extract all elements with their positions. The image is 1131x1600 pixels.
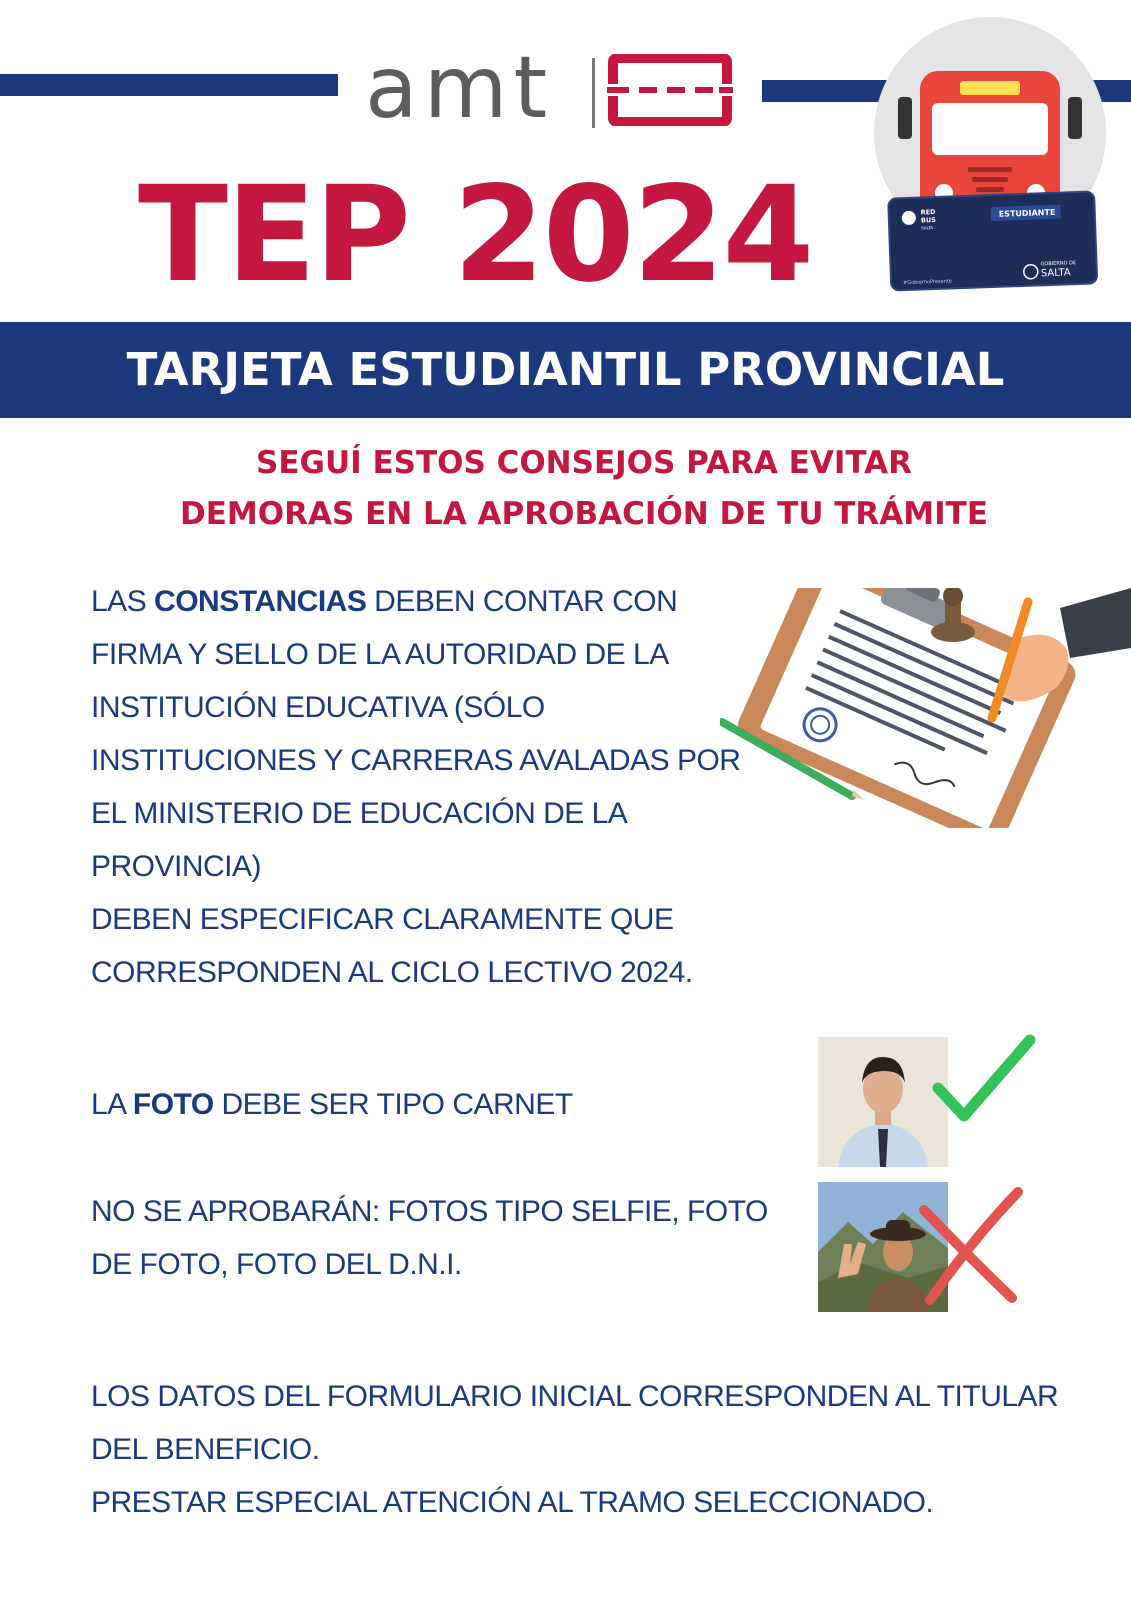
datos-line1: LOS DATOS DEL FORMULARIO INICIAL CORRESPONDEN AL TITULAR DEL BENEFICIO.	[91, 1380, 1059, 1466]
header-line-left	[0, 74, 338, 96]
foto-prefix: LA	[91, 1088, 133, 1121]
subtitle	[0, 438, 1131, 540]
subtitle-line2: DEMORAS EN LA APROBACIÓN DE TU TRÁMITE	[180, 496, 988, 532]
card-hashtag: #GobiernoPresente	[902, 278, 952, 287]
card-gov-line1: GOBIERNO DE	[1040, 260, 1077, 268]
no-aprobaran-paragraph: NO SE APROBARÁN: FOTOS TIPO SELFIE, FOTO DE FOTO, FOTO DEL D.N.I.	[91, 1195, 768, 1281]
datos-line2: PRESTAR ESPECIAL ATENCIÓN AL TRAMO SELECCIONADO.	[91, 1486, 934, 1519]
constancias-line2: DEBEN ESPECIFICAR CLARAMENTE QUE CORRESPONDEN AL CICLO LECTIVO 2024.	[91, 903, 693, 989]
bus-card-illustration	[868, 15, 1118, 305]
main-title: TEP 2024	[138, 158, 813, 312]
logo-divider	[592, 58, 595, 128]
banner-title: TARJETA ESTUDIANTIL PROVINCIAL	[126, 343, 1005, 396]
logo-mark-icon	[607, 54, 733, 126]
carnet-photo-example	[818, 1037, 948, 1167]
datos-paragraph	[91, 1370, 1091, 1529]
svg-text:BUS: BUS	[920, 215, 936, 225]
foto-bold: FOTO	[132, 1088, 214, 1121]
constancias-rest: DEBEN CONTAR CON FIRMA Y SELLO DE LA AUTORIDAD DE LA INSTITUCIÓN EDUCATIVA (SÓLO INSTITUCIONES Y CARRERAS AVALADAS POR EL MINISTERIO DE EDUCACIÓN DE LA PROVINCIA)	[91, 585, 741, 883]
cross-icon	[912, 1180, 1030, 1308]
foto-rest: DEBE SER TIPO CARNET	[213, 1088, 573, 1121]
constancias-paragraph	[91, 575, 771, 999]
foto-paragraph	[91, 1078, 791, 1131]
constancias-bold: CONSTANCIAS	[154, 585, 367, 618]
banner	[0, 322, 1131, 418]
constancias-prefix: LAS	[91, 585, 155, 618]
check-icon	[930, 1030, 1040, 1130]
subtitle-line1: SEGUÍ ESTOS CONSEJOS PARA EVITAR	[256, 445, 912, 481]
student-card	[888, 191, 1097, 290]
svg-text:SALTA: SALTA	[921, 225, 934, 231]
card-gov-line2: SALTA	[1040, 267, 1071, 280]
svg-text:RED: RED	[920, 207, 936, 217]
card-label: ESTUDIANTE	[998, 207, 1056, 219]
clipboard-signing-icon	[720, 588, 1131, 828]
logo-text: amt	[365, 38, 554, 138]
